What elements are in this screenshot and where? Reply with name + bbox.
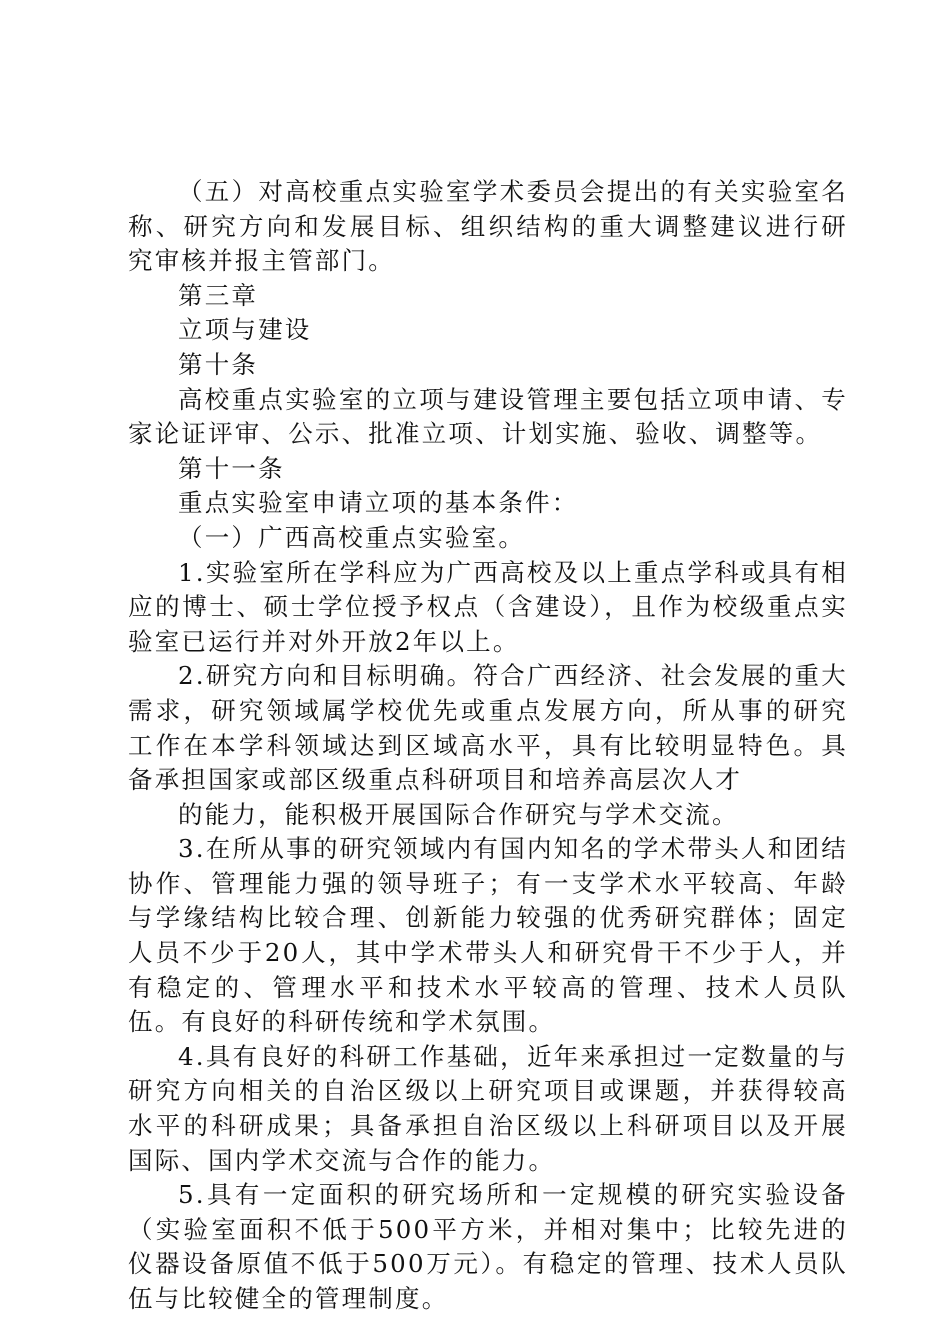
condition-2: 2.研究方向和目标明确。符合广西经济、社会发展的重大需求，研究领域属学校优先或重点发展方向，所从事的研究工作在本学科领域达到区域高水平，具有比较明显特色。具备承担国家或部区级重点科研项目和培养高层次人才 [128, 661, 848, 795]
chapter-heading: 第三章 [178, 280, 259, 310]
condition-1: 1.实验室所在学科应为广西高校及以上重点学科或具有相应的博士、硕士学位授予权点（含建设），且作为校级重点实验室已运行并对外开放2年以上。 [128, 557, 848, 656]
section-1-heading: （一）广西高校重点实验室。 [178, 522, 526, 552]
article-11-heading: 第十一条 [178, 453, 285, 483]
condition-3: 3.在所从事的研究领域内有国内知名的学术带头人和团结协作、管理能力强的领导班子；有一支学术水平较高、年龄与学缘结构比较合理、创新能力较强的优秀研究群体；固定人员不少于20人，其中学术带头人和研究骨干不少于人，并有稳定的、管理水平和技术水平较高的管理、技术人员队伍。有良好的科研传统和学术氛围。 [128, 834, 848, 1037]
chapter-title: 立项与建设 [178, 315, 312, 345]
article-11-intro: 重点实验室申请立项的基本条件： [178, 488, 579, 518]
condition-5: 5.具有一定面积的研究场所和一定规模的研究实验设备（实验室面积不低于500平方米，并相对集中；比较先进的仪器设备原值不低于500万元）。有稳定的管理、技术人员队伍与比较健全的管理制度。 [128, 1180, 848, 1313]
document-body [128, 175, 848, 1317]
paragraph-item-5: （五）对高校重点实验室学术委员会提出的有关实验室名称、研究方向和发展目标、组织结构的重大调整建议进行研究审核并报主管部门。 [128, 177, 848, 276]
condition-2-continued: 的能力，能积极开展国际合作研究与学术交流。 [178, 799, 739, 829]
condition-4: 4.具有良好的科研工作基础，近年来承担过一定数量的与研究方向相关的自治区级以上研究项目或课题，并获得较高水平的科研成果；具备承担自治区级以上科研项目以及开展国际、国内学术交流与合作的能力。 [128, 1041, 848, 1175]
article-10-heading: 第十条 [178, 349, 259, 379]
article-10-body: 高校重点实验室的立项与建设管理主要包括立项申请、专家论证评审、公示、批准立项、计划实施、验收、调整等。 [128, 384, 848, 449]
